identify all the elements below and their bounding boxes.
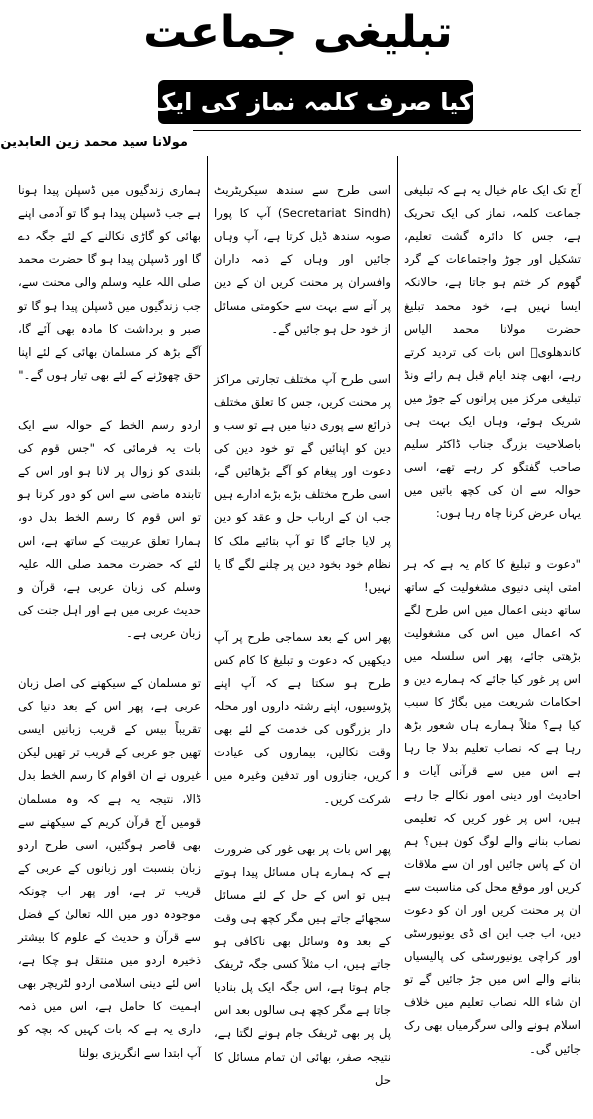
column-2-paragraph-3: پھر اس کے بعد سماجی طرح پر آپ دیکھیں کہ دعوت و تبلیغ کا کام کس طرح ہو سکتا ہے کہ آپ اپنے پڑوسیوں، اپنے رشتہ داروں اور محلہ دار بزرگوں کی خدمت کے لئے بھی وقت نکالیں، بیماروں کی عیادت کریں، جنازوں اور تدفین وغیرہ میں شرکت کریں۔ bbox=[214, 629, 391, 806]
article-column-1 bbox=[404, 156, 581, 1056]
header-rule bbox=[193, 130, 581, 131]
column-1-paragraph-1: آج تک ایک عام خیال یہ ہے کہ تبلیغی جماعت کلمہ، نماز کی ایک تحریک ہے، جس کا دائرہ گشت تعلیم، تشکیل اور جوڑ واجتماعات کے گرد گھوم کر ختم ہو جاتا ہے، حالانکہ ایسا نہیں ہے، خود محمد تبلیغ حضرت مولانا محمد الیاس کاندھلویؒ اس بات کی تردید کرتے رہے، ابھی چند ایام قبل ہم رائے ونڈ تبلیغی مرکز میں پرانوں کے جوڑ میں شریک ہوئے، وہاں ایک بہت ہی باصلاحیت بزرگ جناب ڈاکٹر سلیم صاحب گفتگو کر رہے تھے، اسی حوالہ سے ان کی کچھ باتیں میں یہاں عرض کرنا چاہ رہا ہوں: bbox=[404, 183, 581, 521]
headline: تبلیغی جماعت bbox=[143, 7, 453, 58]
column-divider bbox=[207, 156, 208, 780]
article-column-2 bbox=[214, 156, 391, 1087]
column-2-paragraph-1: اسی طرح سے سندھ سیکریٹریٹ (Secretariat Sindh) آپ کا پورا صوبہ سندھ ڈیل کرتا ہے، آپ وہاں جائیں اور وہاں کے ذمہ داران وافسران پر محنت کریں ان کے دین پر آنے سے بہت سے حکومتی مسائل از خود حل ہو جائیں گے۔ bbox=[214, 183, 391, 336]
column-2-paragraph-4: پھر اس بات پر بھی غور کی ضرورت ہے کہ ہمارے ہاں مسائل پیدا ہوتے ہیں تو اس کے حل کے لئے مسائل سجھائے جاتے ہیں مگر کچھ ہی وقت کے بعد وہ وسائل بھی ناکافی ہو جاتے ہیں، اب مثلاً کسی جگہ ٹریفک جام ہوتا ہے، اس جگہ ایک پل بنادیا جاتا ہے مگر کچھ ہی سالوں بعد اس پل پر بھی ٹریفک جام ہونے لگتا ہے، نتیجہ صفر، بھائی ان تمام مسائل کا حل bbox=[214, 841, 391, 1087]
article-column-3 bbox=[18, 156, 201, 1060]
column-3-paragraph-1: ہماری زندگیوں میں ڈسپلن پیدا ہونا ہے جب ڈسپلن پیدا ہو گا تو آدمی اپنے بھائی کو گاڑی نکالنے کے لئے جگہ دے گا اور ڈسپلن پیدا ہو گا حضرت محمد صلی اللہ علیہ وسلم والی محنت سے، جب زندگیوں میں ڈسپلن پیدا ہو گا تو صبر و برداشت کا مادہ بھی آئے گا، آگے بڑھ کر مسلمان بھائی کے لئے اپنا حق چھوڑنے کے لئے بھی تیار ہوں گے۔" bbox=[18, 183, 201, 382]
column-3-paragraph-3: تو مسلمان کے سیکھنے کی اصل زبان عربی ہے، پھر اس کے بعد دنیا کی تقریباً بیس کے قریب زبانیں ایسی تھیں جو عربی کے قریب تر تھیں لیکن غیروں نے ان اقوام کا رسم الخط بدل ڈالا، نتیجہ یہ ہے کہ وہ مسلمان قومیں آج قرآن کریم کے سیکھنے سے بھی قاصر ہوگئیں، اسی طرح اردو زبان بنسبت اور زبانوں کے عربی کے قریب تر ہے، اور پھر اب چونکہ موجودہ دور میں اللہ تعالیٰ کے فضل سے قرآن و حدیث کے علوم کا بیشتر ذخیرہ اردو میں منتقل ہو چکا ہے، اس لئے دینی اسلامی اردو لٹریچر بھی اہمیت کا حامل ہے، اس میں ذمہ داری یہ ہے کہ بات کہیں کہ بچہ کو آپ ابتدا سے انگریزی بولنا bbox=[18, 676, 201, 1060]
column-2-paragraph-2: اسی طرح آپ مختلف تجارتی مراکز پر محنت کریں، جس کا تعلق مختلف ذرائع سے پوری دنیا میں ہے تو سب و دین کو اپنائیں گے تو خود دین کی دعوت اور پیغام کو آگے بڑھائیں گے، اسی طرح مختلف بڑے بڑے ادارے ہیں جب ان کے ارباب حل و عقد کو دین پر لایا جائے گا تو آپ بتائیے ملک کا نظام خود بخود دین پر چلنے لگے گا یا نہیں! bbox=[214, 371, 391, 594]
subheadline-banner: کیا صرف کلمہ نماز کی ایک تحریک ہے؟ bbox=[158, 80, 473, 124]
author-byline: مولانا سید محمد زین العابدین bbox=[0, 135, 188, 150]
column-3-paragraph-2: اردو رسم الخط کے حوالہ سے ایک بات یہ فرمائی کہ "جس قوم کی بلندی کو زوال پر لانا ہو اور اس کے تابندہ ماضی سے اس کو دور کرنا ہو تو اس قوم کا رسم الخط بدل دو، ہمارا تعلق عربیت کے ساتھ ہے، اس لئے کہ حضرت محمد صلی اللہ علیہ وسلم کی زبان عربی ہے، قرآن و حدیث عربی میں ہے اور اہل جنت کی زبان عربی ہے۔ bbox=[18, 418, 201, 640]
column-divider bbox=[397, 156, 398, 780]
column-1-paragraph-2: "دعوت و تبلیغ کا کام یہ ہے کہ ہر امتی اپنی دنیوی مشغولیت کے ساتھ ساتھ دینی اعمال میں اس طرح لگے کہ اعمال میں اس کی مشغولیت بڑھتی جائے، پھر اس سلسلہ میں اس پر غور کیا جائے کہ ہمارے دین و احکامات شریعت میں بگاڑ کا سبب کیا ہے؟ مثلاً ہمارے ہاں شعور بڑھ رہا ہے کہ نصاب تعلیم بدلا جا رہا ہے اس میں سے قرآنی آیات و احادیث اور دینی امور نکالے جا رہے ہیں، اس پر غور کریں کہ تعلیمی نصاب بنانے والے لوگ کون ہیں؟ ہم ان کے پاس جائیں اور ان سے ملاقات کریں اور موقع محل کی مناسبت سے ان پر محنت کریں اور ان کو دعوت دیں، اب جب این ای ڈی یونیورسٹی اور کراچی یونیورسٹی کی پالیسیاں بنانے والے اس میں جڑ جائیں گے تو ان شاء اللہ نصاب تعلیم میں خلاف اسلام ہونے والی سرگرمیاں بھی رک جائیں گی۔ bbox=[404, 556, 581, 1056]
